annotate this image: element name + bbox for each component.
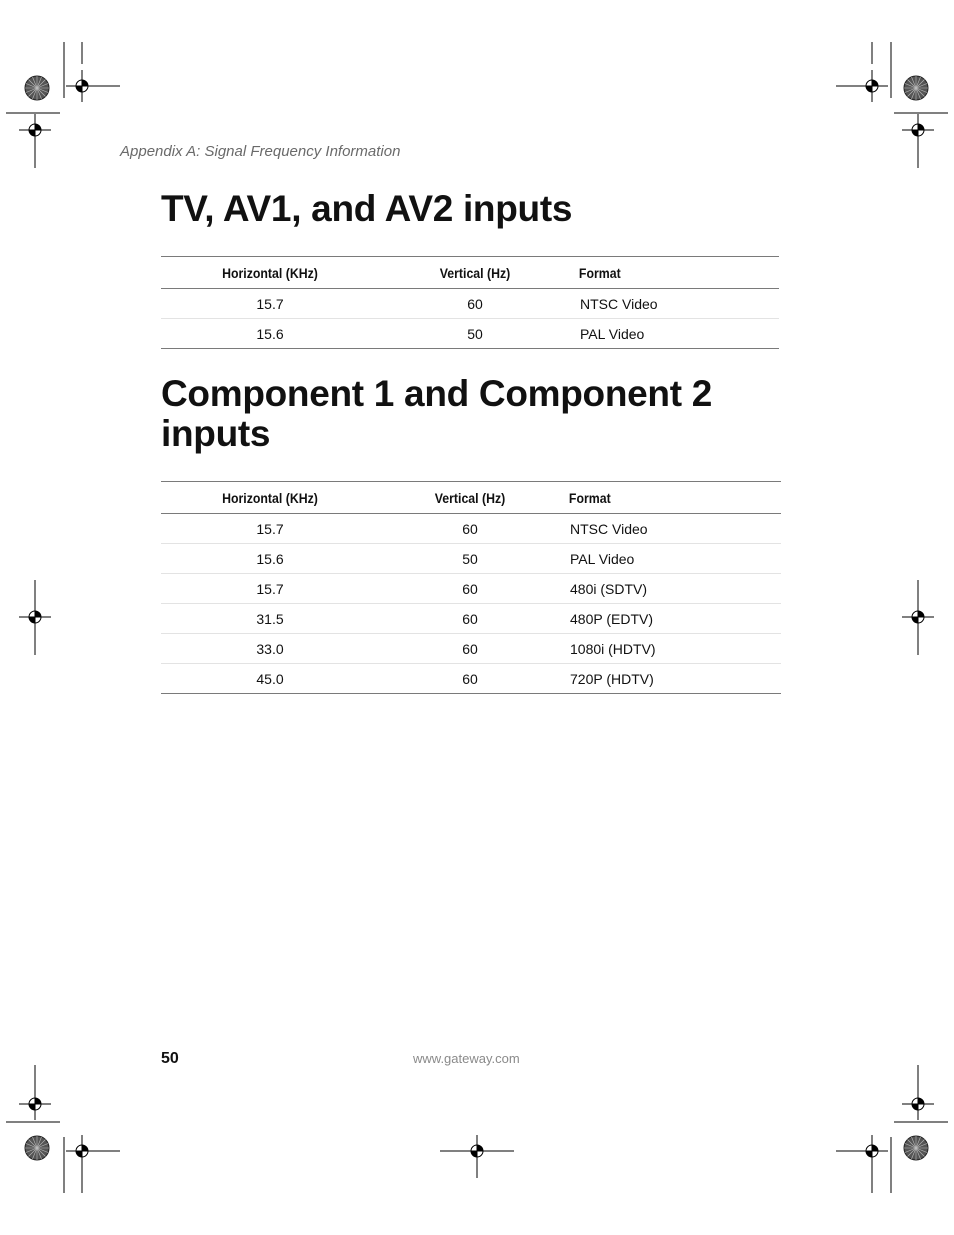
table-header-row — [161, 482, 781, 514]
starburst-icon — [904, 1136, 928, 1160]
registration-crosshair-icon — [902, 601, 934, 633]
table-row — [161, 544, 781, 574]
registration-crosshair-icon — [19, 1088, 51, 1120]
horizontal-cell: 15.6 — [161, 544, 379, 574]
registration-crosshair-icon — [66, 1135, 98, 1167]
footer-url: www.gateway.com — [413, 1051, 520, 1066]
registration-crosshair-icon — [19, 114, 51, 146]
format-cell: 1080i (HDTV) — [561, 634, 781, 664]
format-cell: NTSC Video — [561, 514, 781, 544]
registration-crosshair-icon — [856, 1135, 888, 1167]
registration-crosshair-icon — [19, 601, 51, 633]
table-row — [161, 574, 781, 604]
table-row — [161, 319, 779, 349]
format-cell: PAL Video — [561, 544, 781, 574]
format-cell: 480i (SDTV) — [561, 574, 781, 604]
vertical-cell: 60 — [379, 289, 571, 319]
format-cell: 480P (EDTV) — [561, 604, 781, 634]
table-row — [161, 514, 781, 544]
running-header: Appendix A: Signal Frequency Information — [120, 143, 401, 160]
registration-crosshair-icon — [902, 1088, 934, 1120]
vertical-cell: 60 — [379, 664, 561, 694]
format-cell: PAL Video — [571, 319, 779, 349]
column-header-format: Format — [561, 482, 755, 514]
column-header-horizontal: Horizontal (KHz) — [174, 257, 366, 289]
starburst-icon — [25, 76, 49, 100]
table-row — [161, 289, 779, 319]
vertical-cell: 60 — [379, 514, 561, 544]
horizontal-cell: 15.7 — [161, 574, 379, 604]
vertical-cell: 50 — [379, 319, 571, 349]
horizontal-cell: 15.6 — [161, 319, 379, 349]
section-title-tv-av: TV, AV1, and AV2 inputs — [161, 188, 573, 229]
table-header-row — [161, 257, 779, 289]
column-header-vertical: Vertical (Hz) — [391, 257, 560, 289]
starburst-icon — [904, 76, 928, 100]
format-cell: NTSC Video — [571, 289, 779, 319]
table-row — [161, 604, 781, 634]
registration-crosshair-icon — [856, 70, 888, 102]
column-header-vertical: Vertical (Hz) — [390, 482, 550, 514]
vertical-cell: 60 — [379, 604, 561, 634]
horizontal-cell: 31.5 — [161, 604, 379, 634]
horizontal-cell: 15.7 — [161, 514, 379, 544]
column-header-format: Format — [571, 257, 754, 289]
page-number: 50 — [161, 1050, 179, 1067]
format-cell: 720P (HDTV) — [561, 664, 781, 694]
registration-crosshair-icon — [461, 1135, 493, 1167]
registration-crosshair-icon — [66, 70, 98, 102]
horizontal-cell: 45.0 — [161, 664, 379, 694]
vertical-cell: 60 — [379, 634, 561, 664]
vertical-cell: 50 — [379, 544, 561, 574]
table-row — [161, 634, 781, 664]
registration-crosshair-icon — [902, 114, 934, 146]
component-frequency-table — [161, 481, 781, 694]
vertical-cell: 60 — [379, 574, 561, 604]
horizontal-cell: 33.0 — [161, 634, 379, 664]
starburst-icon — [25, 1136, 49, 1160]
table-row — [161, 664, 781, 694]
horizontal-cell: 15.7 — [161, 289, 379, 319]
tv-av-frequency-table — [161, 256, 779, 349]
section-title-component: Component 1 and Component 2 inputs — [161, 373, 713, 454]
column-header-horizontal: Horizontal (KHz) — [174, 482, 366, 514]
